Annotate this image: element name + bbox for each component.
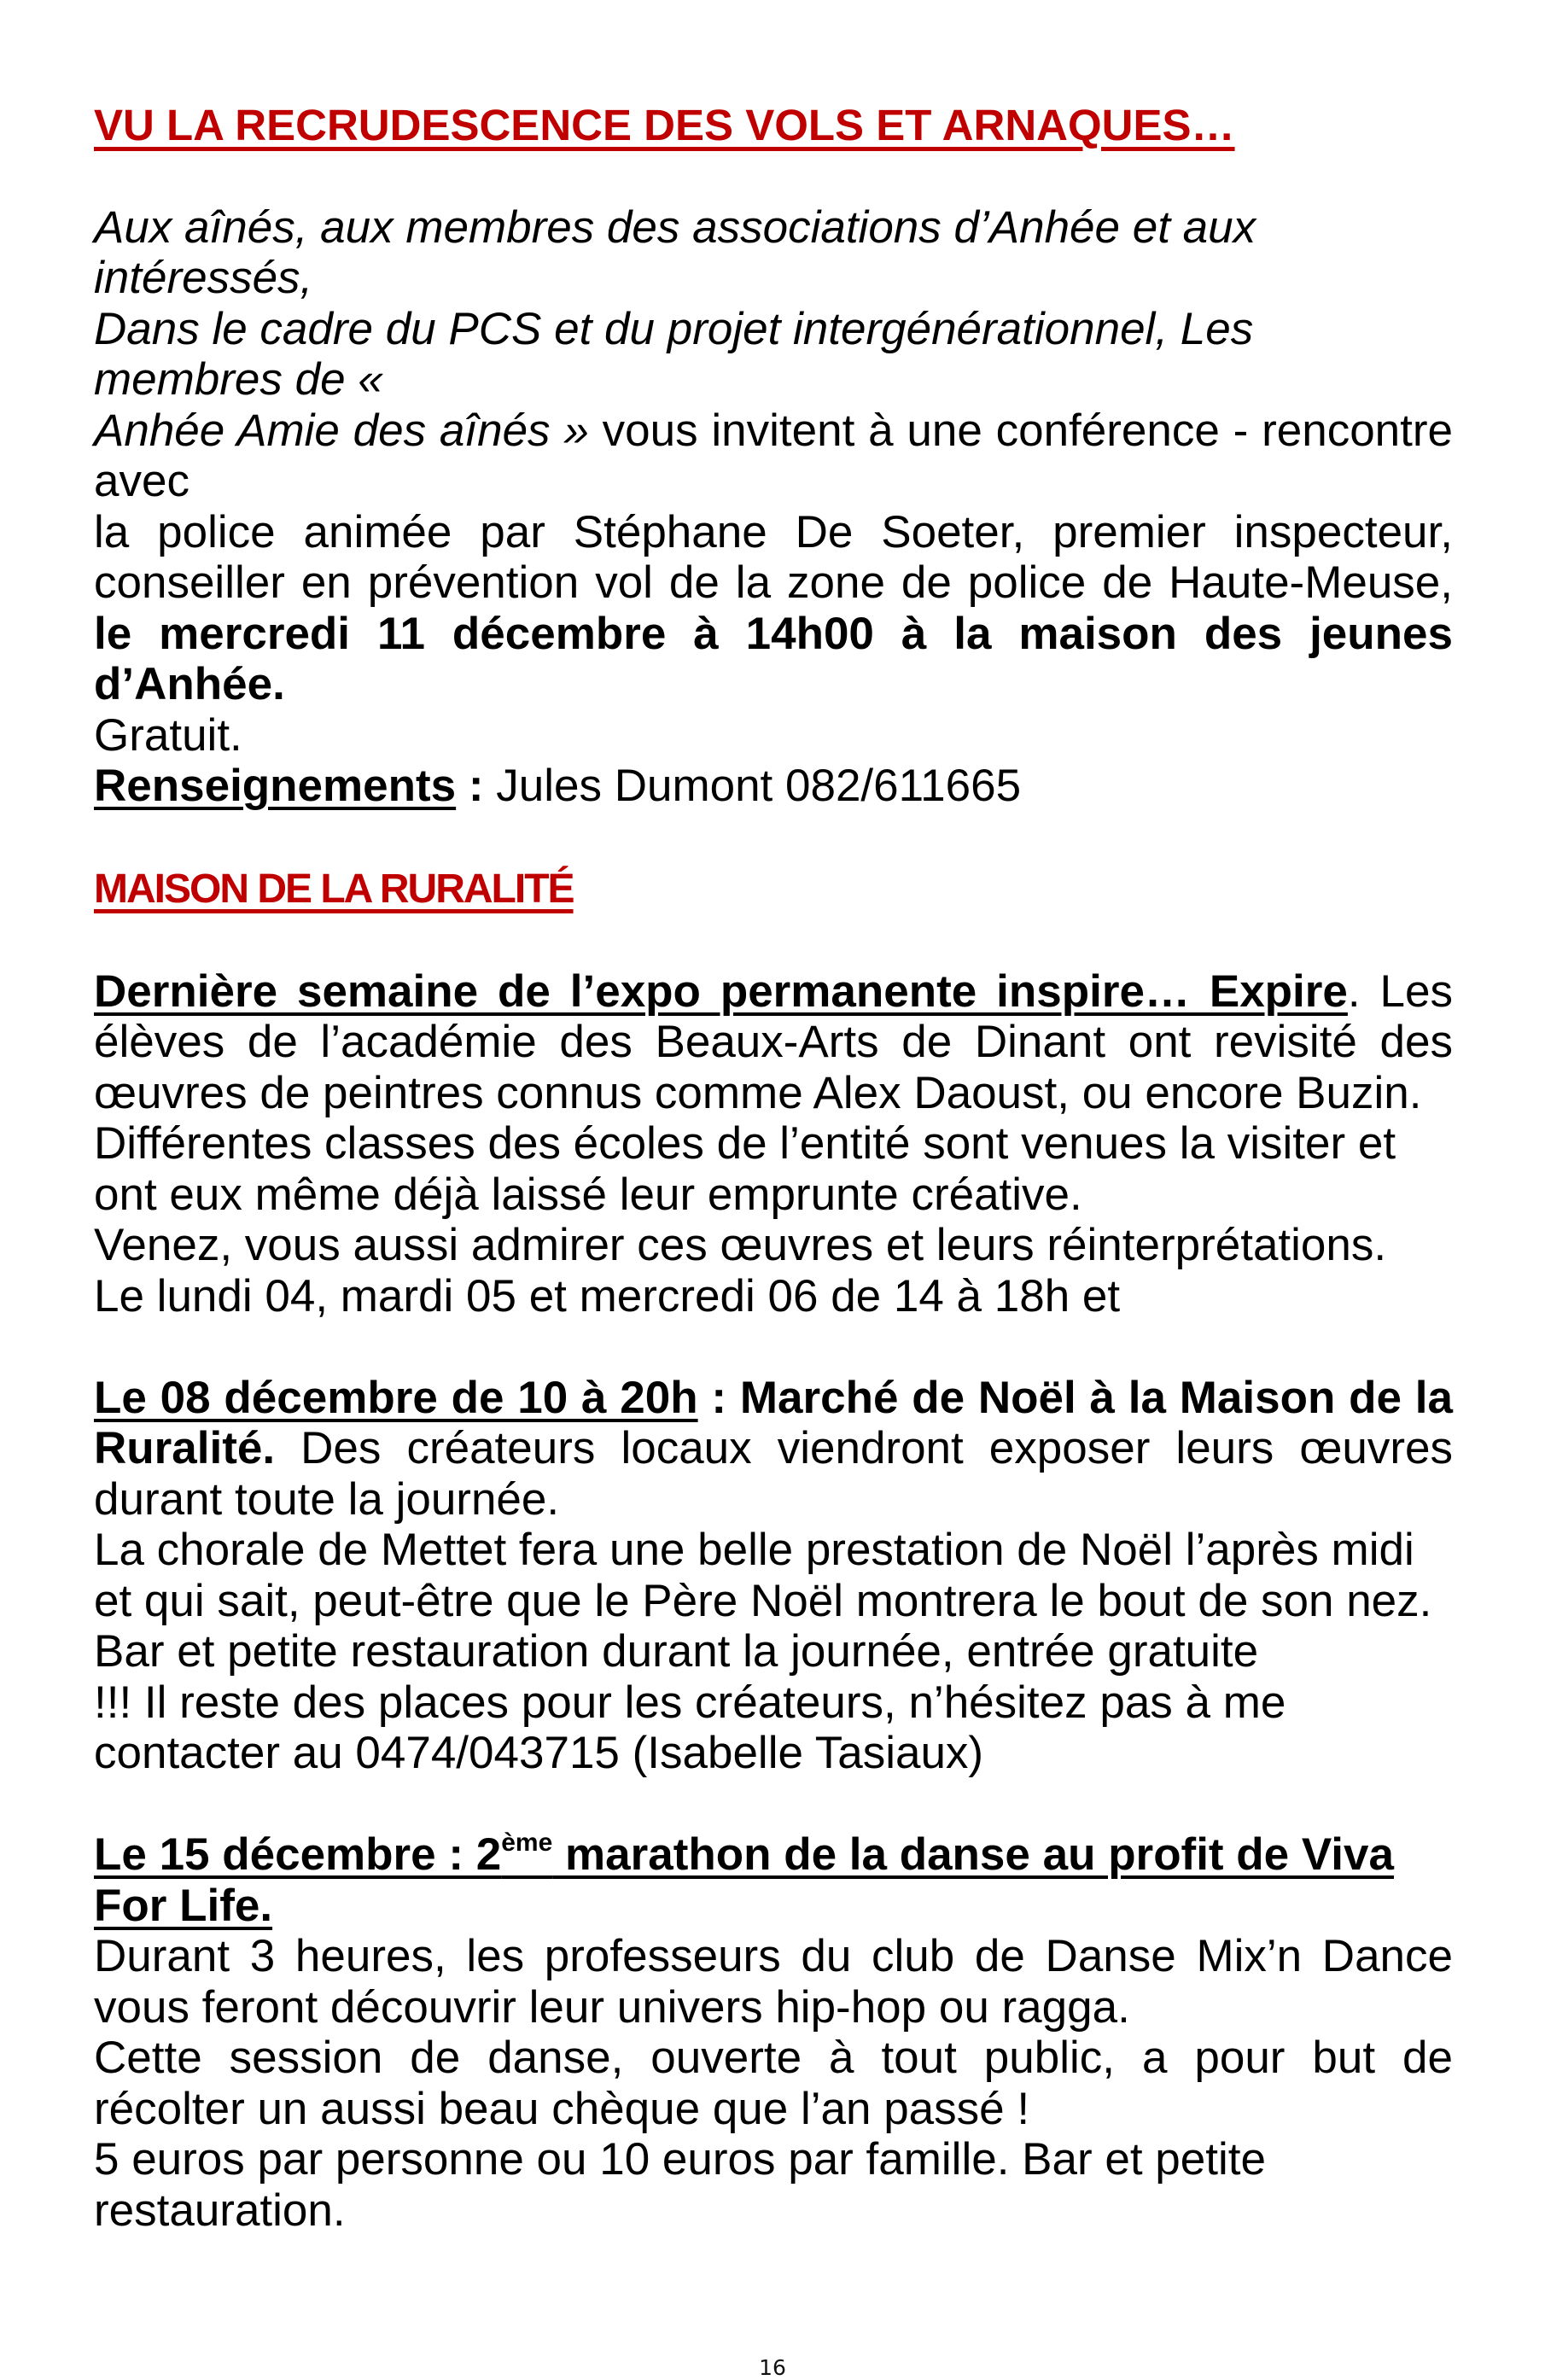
intro-line-1: Aux aînés, aux membres des associations d’Anhée et aux intéressés, <box>94 201 1256 303</box>
expo-text-4: Le lundi 04, mardi 05 et mercredi 06 de 14 à 18h et <box>94 1270 1121 1321</box>
invitation-text: vous invitent à une conférence - rencontre avec <box>94 405 1453 506</box>
association-name: Anhée Amie des aînés » <box>94 405 589 456</box>
expo-text-1: Les élèves de l’académie des Beaux-Arts de Dinant ont revisité des œuvres de peintres connus comme Alex Daoust, ou encore Buzin. <box>94 965 1453 1118</box>
dance-text-3: 5 euros par personne ou 10 euros par famille. Bar et petite restauration. <box>94 2134 1266 2236</box>
dance-heading-post: marathon de la danse au profit de Viva For Life. <box>94 1829 1394 1931</box>
heading-maison-ruralite: MAISON DE LA RURALITÉ <box>94 866 574 912</box>
market-text-4: !!! Il reste des places pour les créateurs, n’hésitez pas à me contacter au 0474/043715 (Isabelle Tasiaux) <box>94 1677 1286 1778</box>
dance-heading-pre: Le 15 décembre : 2 <box>94 1829 502 1880</box>
expo-text-2: Différentes classes des écoles de l’entité sont venues la visiter et ont eux même déjà laissé leur emprunte créative. <box>94 1118 1396 1220</box>
market-intro <box>94 1373 1453 1525</box>
info-line <box>94 761 1453 812</box>
info-contact: Jules Dumont 082/611665 <box>496 761 1022 811</box>
expo-heading: Dernière semaine de l’expo permanente inspire… Expire <box>94 965 1348 1017</box>
section-title-ruralite <box>94 862 1453 915</box>
market-separator: : <box>697 1372 740 1423</box>
info-label: Renseignements <box>94 761 457 811</box>
dance-heading <box>94 1829 1453 1931</box>
free-entry: Gratuit. <box>94 709 242 761</box>
conference-date-place: le mercredi 11 décembre à 14h00 à la maison des jeunes d’Anhée. <box>94 608 1453 709</box>
expo-intro <box>94 966 1453 1119</box>
dance-text-2: Cette session de danse, ouverte à tout public, a pour but de récolter un aussi beau chèque que l’an passé ! <box>94 2033 1453 2134</box>
intro-line-2: Dans le cadre du PCS et du projet intergénérationnel, Les membres de « <box>94 303 1254 405</box>
info-separator: : <box>456 761 497 811</box>
market-title: Marché de Noël à la Maison de la Ruralité. <box>94 1372 1453 1473</box>
expo-text-3: Venez, vous aussi admirer ces œuvres et leurs réinterprétations. <box>94 1220 1387 1270</box>
market-text-1: Des créateurs locaux viendront exposer leurs œuvres durant toute la journée. <box>94 1423 1453 1525</box>
heading-recrudescence: VU LA RECRUDESCENCE DES VOLS ET ARNAQUES… <box>94 101 1235 149</box>
page-number: 16 <box>759 2355 786 2380</box>
intro-line-3 <box>94 405 1453 507</box>
expo-paragraph <box>94 966 1453 1322</box>
dance-text-1: Durant 3 heures, les professeurs du club de Danse Mix’n Dance vous feront découvrir leur univers hip-hop ou ragga. <box>94 1931 1453 2033</box>
market-text-3: Bar et petite restauration durant la journée, entrée gratuite <box>94 1626 1259 1677</box>
market-date: Le 08 décembre de 10 à 20h <box>94 1372 698 1423</box>
market-text-2: La chorale de Mettet fera une belle prestation de Noël l’après midi et qui sait, peut-être que le Père Noël montrera le bout de son nez. <box>94 1525 1432 1626</box>
conference-details <box>94 507 1453 710</box>
dance-marathon-paragraph <box>94 1829 1453 2236</box>
expo-heading-end: . <box>1347 965 1361 1017</box>
conference-invitation <box>94 202 1453 812</box>
document-page <box>94 0 1453 2236</box>
section-title-scams <box>94 100 1453 151</box>
speaker-text: la police animée par Stéphane De Soeter, premier inspecteur, conseiller en prévention vol de la zone de police de Haute-Meuse, <box>94 506 1453 608</box>
christmas-market-paragraph <box>94 1373 1453 1779</box>
dance-heading-sup: ème <box>501 1829 553 1857</box>
